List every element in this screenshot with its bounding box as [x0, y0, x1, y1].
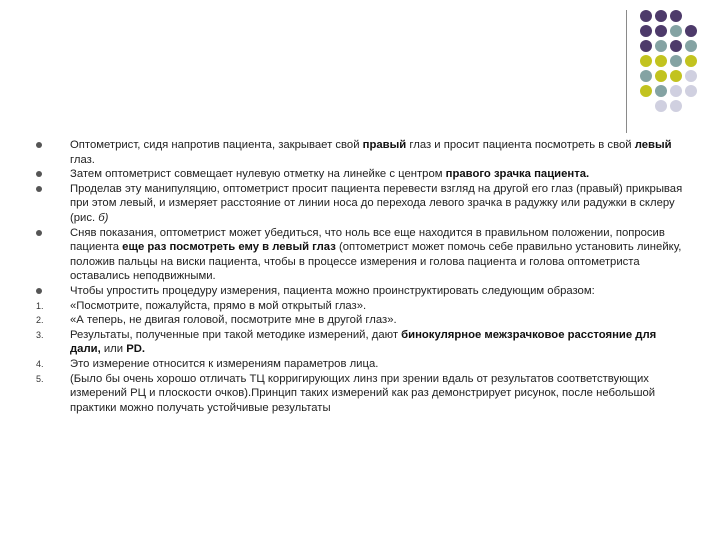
list-item	[36, 313, 686, 328]
text-segment: Результаты, полученные при такой методике измерений, дают	[70, 328, 402, 341]
list-number: 3.	[36, 329, 44, 340]
item-text	[70, 299, 686, 314]
text-segment: Сняв показания, оптометрист может убедиться, что ноль все еще находится в правильном положении, попросив пациента	[70, 226, 665, 254]
decor-dot	[685, 55, 697, 67]
text-segment: Затем оптометрист совмещает нулевую отметку на линейке с центром	[70, 168, 446, 181]
decor-dot	[670, 100, 682, 112]
text-segment: «А теперь, не двигая головой, посмотрите мне в другой глаз».	[70, 314, 397, 327]
decor-dot	[655, 40, 667, 52]
decor-dot	[685, 85, 697, 97]
decor-dot	[640, 70, 652, 82]
decor-dot	[670, 40, 682, 52]
item-text	[70, 167, 686, 182]
text-segment: глаз.	[70, 153, 95, 166]
list-item	[36, 284, 686, 299]
text-segment: глаз и просит пациента посмотреть в свой	[406, 139, 635, 151]
decor-dot	[640, 40, 652, 52]
text-segment: левый	[634, 139, 672, 151]
decorative-dot-grid	[640, 10, 697, 112]
text-segment: (оптометрист может помочь себе правильно установить линейку, положив пальцы на виски пациента, чтобы в процессе измерения и голова пациента и голова оптометриста оставались неподвижными.	[70, 241, 682, 283]
decor-dot	[670, 10, 682, 22]
list-item	[36, 328, 686, 357]
item-text	[70, 372, 686, 416]
text-segment: Это измерение относится к измерениям параметров лица.	[70, 357, 379, 370]
text-segment: Чтобы упростить процедуру измерения, пациента можно проинструктировать следующим образом:	[70, 284, 595, 297]
text-content	[36, 138, 686, 415]
decor-dot	[640, 85, 652, 97]
list-item	[36, 138, 686, 167]
bullet-icon	[36, 138, 70, 153]
text-segment: еще раз посмотреть ему в левый глаз	[122, 241, 336, 254]
divider-line	[626, 10, 627, 133]
decor-dot	[685, 70, 697, 82]
decor-dot	[640, 10, 652, 22]
decor-dot	[655, 100, 667, 112]
text-segment: правый	[362, 139, 407, 151]
decor-dot	[655, 25, 667, 37]
bullet-icon	[36, 182, 70, 197]
item-text	[70, 138, 686, 167]
text-segment: Проделав эту манипуляцию, оптометрист просит пациента перевести взгляд на другой его глаз (правый) прикрывая при этом левый, и измеряет расстояние от линии носа до перехода левого зрачка в радужку или радужки в склеру (рис.	[70, 182, 683, 224]
list-item	[36, 372, 686, 416]
decor-dot	[655, 55, 667, 67]
decor-dot	[655, 85, 667, 97]
list-number: 5.	[36, 373, 44, 384]
text-segment: (Было бы очень хорошо отличать ТЦ корригирующих линз при зрении вдаль от результатов соответствующих измерений РЦ и плоскости очков).Принцип таких измерений как раз демонстрирует рисунок, после небольшой практики можно получать устойчивые результаты	[70, 372, 656, 414]
text-segment: «Посмотрите, пожалуйста, прямо в мой открытый глаз».	[70, 299, 367, 312]
bullet-icon	[36, 167, 70, 182]
list-number: 4.	[36, 358, 44, 369]
item-text	[70, 226, 686, 284]
list-item	[36, 167, 686, 182]
decor-dot	[685, 10, 697, 22]
decor-dot	[685, 25, 697, 37]
item-text	[70, 328, 686, 357]
text-segment: или	[100, 343, 127, 356]
text-segment: PD.	[126, 343, 146, 356]
decor-dot	[655, 70, 667, 82]
list-item	[36, 226, 686, 284]
decor-dot	[640, 25, 652, 37]
decor-dot	[670, 70, 682, 82]
list-item	[36, 357, 686, 372]
item-text	[70, 313, 686, 328]
list-number: 1.	[36, 300, 44, 311]
text-segment: бинокулярное межзрачковое расстояние для дали,	[70, 328, 657, 356]
decor-dot	[670, 85, 682, 97]
list-number: 2.	[36, 315, 44, 326]
item-text	[70, 182, 686, 226]
decor-dot	[670, 25, 682, 37]
text-segment: б)	[98, 211, 109, 224]
list-item	[36, 182, 686, 226]
decor-dot	[685, 40, 697, 52]
item-text	[70, 284, 686, 299]
decor-dot	[685, 100, 697, 112]
decor-dot	[640, 100, 652, 112]
decor-dot	[655, 10, 667, 22]
bullet-icon	[36, 226, 70, 241]
decor-dot	[640, 55, 652, 67]
text-segment: Оптометрист, сидя напротив пациента, закрывает свой	[70, 139, 363, 151]
bullet-icon	[36, 284, 70, 299]
decor-dot	[670, 55, 682, 67]
list-item	[36, 299, 686, 314]
text-segment: правого зрачка пациента.	[445, 168, 590, 181]
item-text	[70, 357, 686, 372]
